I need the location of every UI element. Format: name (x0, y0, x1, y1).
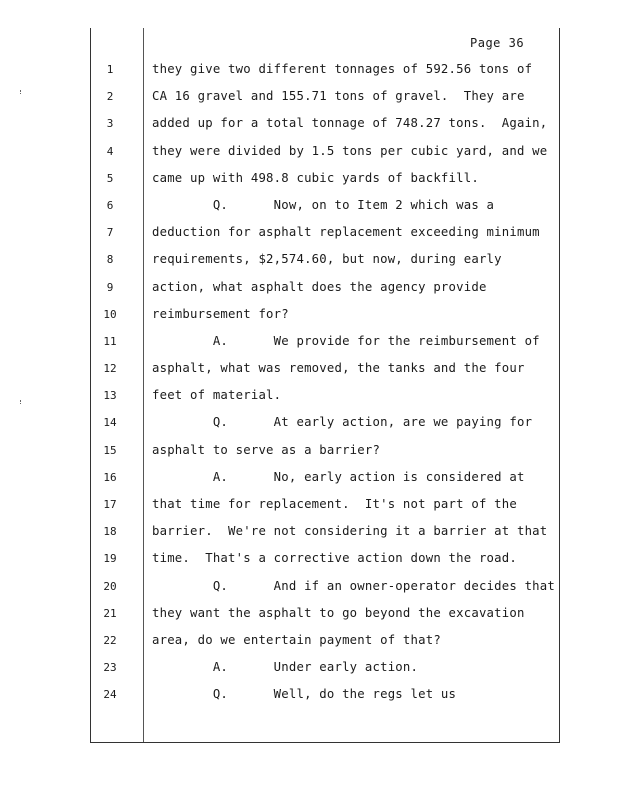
transcript-line (0, 627, 618, 654)
transcript-line (0, 409, 618, 436)
line-text: they were divided by 1.5 tons per cubic yard, and we (152, 143, 548, 158)
line-text: that time for replacement. It's not part of the (152, 497, 517, 511)
transcript-line (0, 165, 618, 192)
line-number: 7 (106, 226, 114, 240)
scan-speck (20, 400, 25, 404)
transcript-line (0, 355, 618, 382)
line-number: 9 (106, 280, 114, 294)
line-text: they give two different tonnages of 592.56 tons of (152, 62, 533, 76)
transcript-line (0, 138, 618, 165)
transcript-line (0, 328, 618, 355)
line-number: 10 (103, 307, 117, 321)
line-number: 5 (106, 171, 114, 185)
line-number: 1 (106, 63, 114, 76)
line-number: 13 (103, 389, 117, 403)
line-number: 2 (106, 90, 114, 104)
page-number: Page 36 (470, 36, 525, 50)
line-number: 18 (103, 525, 117, 539)
transcript-line (0, 681, 618, 708)
transcript-line (0, 654, 618, 681)
line-number: 11 (103, 334, 117, 348)
transcript-line (0, 464, 618, 491)
line-text: CA 16 gravel and 155.71 tons of gravel. They are (152, 89, 525, 104)
line-text: asphalt to serve as a barrier? (152, 442, 381, 457)
line-number: 14 (103, 416, 117, 430)
transcript-line (0, 301, 618, 328)
line-number: 4 (106, 144, 114, 158)
transcript-line (0, 192, 618, 219)
line-text: feet of material. (152, 388, 282, 403)
line-text: barrier. We're not considering it a barrier at that (152, 524, 548, 539)
transcript-line (0, 110, 618, 137)
line-text: Q. And if an owner-operator decides that (152, 578, 555, 593)
transcript-lines (0, 56, 618, 709)
line-number: 19 (103, 552, 117, 566)
transcript-line (0, 83, 618, 110)
line-number: 16 (103, 470, 117, 484)
transcript-line (0, 219, 618, 246)
line-text: requirements, $2,574.60, but now, during early (152, 252, 502, 267)
transcript-line (0, 382, 618, 409)
line-text: Q. At early action, are we paying for (152, 415, 533, 430)
transcript-line (0, 545, 618, 572)
line-text: A. No, early action is considered at (152, 469, 525, 484)
line-text: Q. Now, on to Item 2 which was a (152, 197, 495, 212)
line-text: action, what asphalt does the agency provide (152, 279, 487, 294)
transcript-line (0, 56, 618, 83)
line-number: 20 (103, 579, 117, 593)
line-text: came up with 498.8 cubic yards of backfill. (152, 170, 479, 185)
transcript-line (0, 518, 618, 545)
line-text: added up for a total tonnage of 748.27 tons. Again, (152, 116, 548, 131)
line-number: 8 (106, 253, 114, 267)
line-number: 6 (106, 198, 114, 212)
line-number: 12 (103, 362, 117, 376)
line-text: area, do we entertain payment of that? (152, 632, 441, 647)
line-number: 21 (103, 606, 117, 620)
line-number: 24 (103, 688, 117, 702)
line-text: A. Under early action. (152, 660, 419, 675)
line-text: deduction for asphalt replacement exceeding minimum (152, 225, 540, 240)
line-text: time. That's a corrective action down the road. (152, 551, 517, 566)
transcript-line (0, 437, 618, 464)
line-text: Q. Well, do the regs let us (152, 687, 457, 702)
scan-speck (20, 90, 25, 94)
transcript-line (0, 573, 618, 600)
line-number: 3 (106, 117, 114, 131)
line-text: reimbursement for? (152, 306, 289, 321)
line-text: A. We provide for the reimbursement of (152, 333, 540, 348)
line-number: 22 (103, 633, 117, 647)
line-text: they want the asphalt to go beyond the excavation (152, 605, 525, 620)
transcript-line (0, 491, 618, 518)
line-number: 23 (103, 661, 117, 675)
line-text: asphalt, what was removed, the tanks and the four (152, 361, 525, 376)
line-number: 15 (103, 443, 117, 457)
transcript-line (0, 246, 618, 273)
transcript-line (0, 600, 618, 627)
line-number: 17 (103, 498, 117, 511)
transcript-line (0, 274, 618, 301)
